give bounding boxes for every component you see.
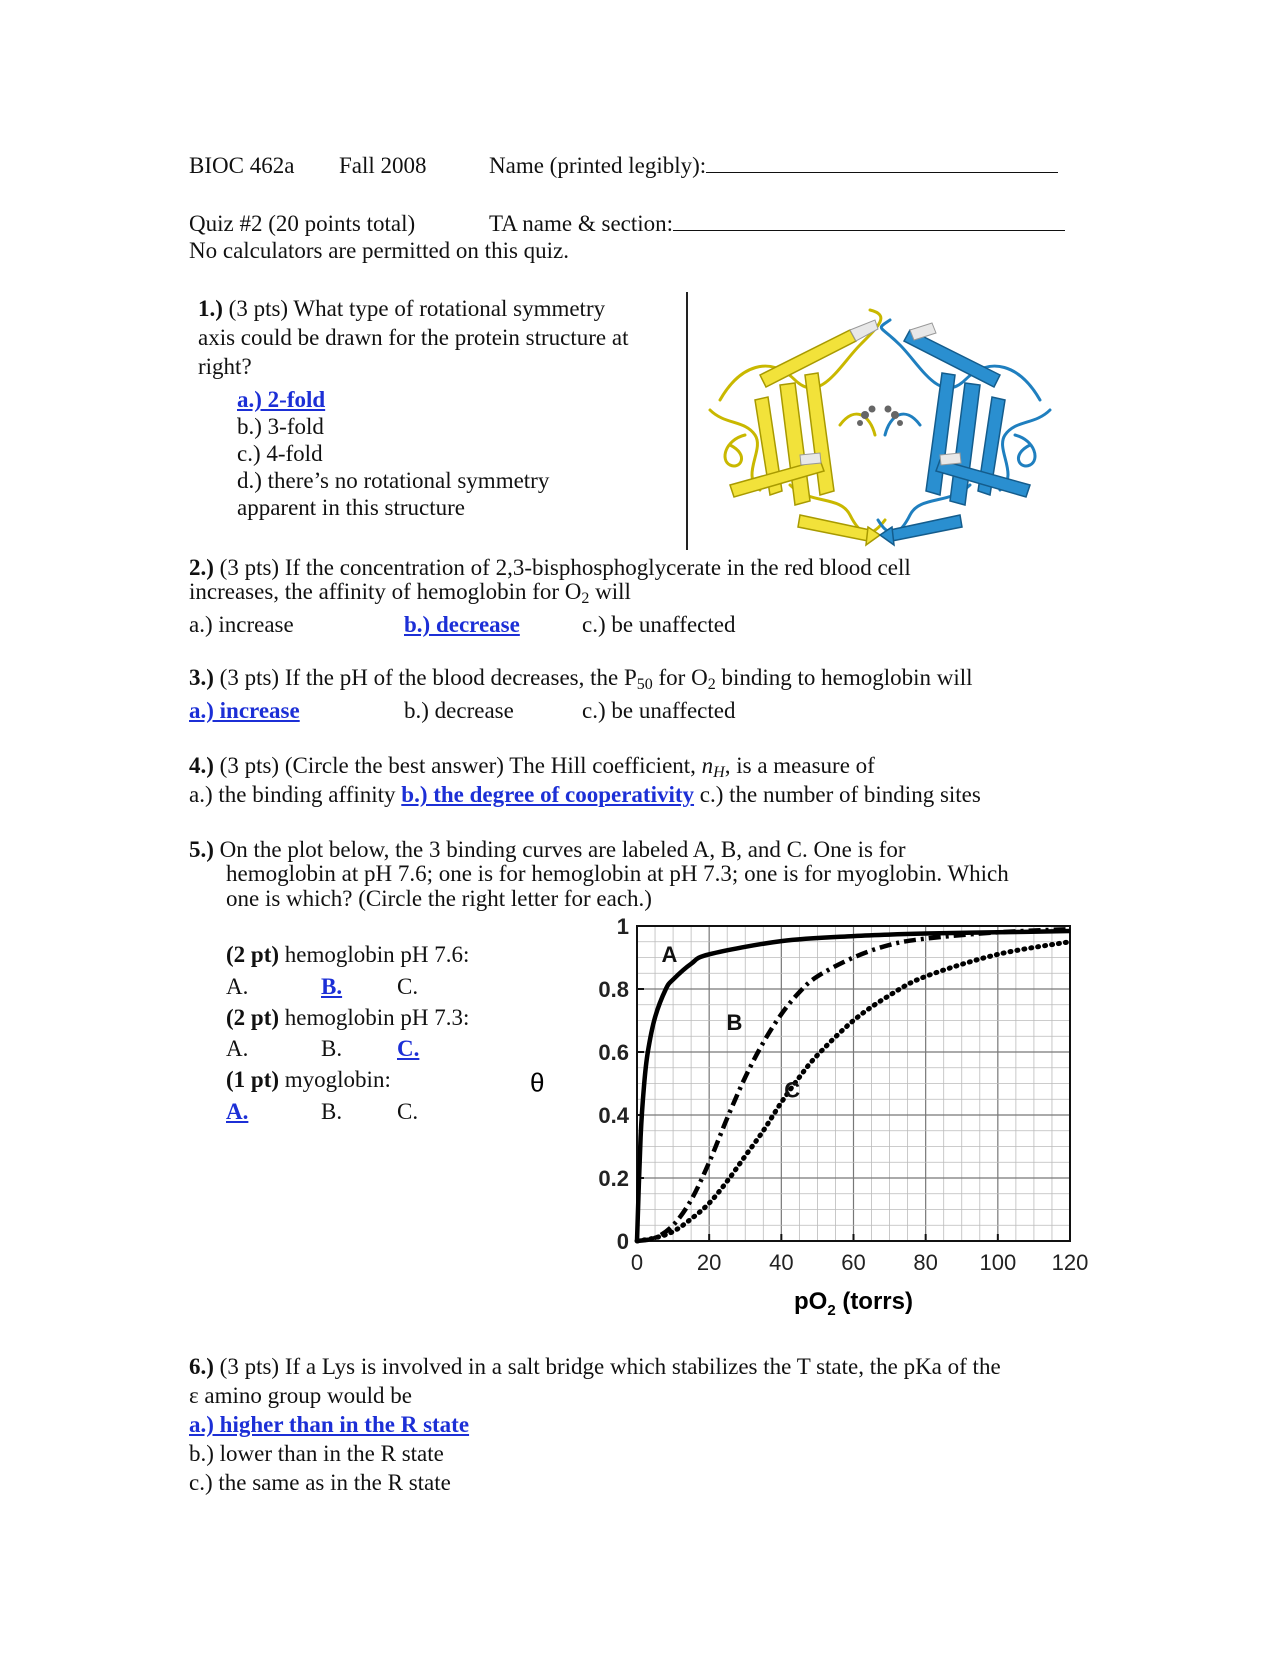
x-tick-label: 0 (630, 1250, 644, 1275)
quiz-title: Quiz #2 (20 points total) (189, 211, 416, 236)
q2-sub: 2 (581, 590, 590, 607)
ta-field[interactable] (489, 210, 1065, 237)
q3-text-b: for O (652, 665, 708, 690)
q6-text: (3 pts) If a Lys is involved in a salt bridge which stabilizes the T state, the pKa of the (213, 1354, 1001, 1379)
q6-line2: ε amino group would be (189, 1383, 413, 1408)
y-tick-label: 0.2 (598, 1166, 629, 1191)
q5-item-pts: (1 pt) (226, 1067, 280, 1092)
q1-line3: right? (198, 354, 252, 379)
q6-line1 (189, 1353, 1001, 1380)
x-tick-label: 20 (696, 1250, 722, 1275)
q5-line3: one is which? (Circle the right letter for each.) (226, 886, 652, 911)
name-blank[interactable] (706, 152, 1058, 173)
q5-text: On the plot below, the 3 binding curves are labeled A, B, and C. One is for (213, 837, 906, 862)
q1-option-a[interactable]: a.) 2-fold (237, 387, 326, 412)
q5-choice-b[interactable]: B. (321, 974, 343, 999)
q1-option-c[interactable]: c.) 4-fold (237, 441, 323, 466)
ta-blank[interactable] (673, 210, 1065, 231)
q3-text-c: binding to hemoglobin will (715, 665, 973, 690)
binding-curve-chart (520, 900, 1089, 1320)
q3-option-b[interactable]: b.) decrease (404, 698, 514, 723)
q5-line2: hemoglobin at pH 7.6; one is for hemoglobin at pH 7.3; one is for myoglobin. Which (226, 861, 1009, 886)
q6-option-a[interactable]: a.) higher than in the R state (189, 1412, 470, 1437)
q2-text-2a: increases, the affinity of hemoglobin for O (189, 579, 582, 604)
q1-option-d-cont: apparent in this structure (237, 495, 466, 520)
axis-ticks (598, 914, 1088, 1275)
name-label: Name (printed legibly): (489, 153, 707, 178)
term: Fall 2008 (339, 153, 427, 178)
q5-item-label: myoglobin: (279, 1067, 391, 1092)
q3-option-c[interactable]: c.) be unaffected (582, 698, 736, 723)
q1-option-b[interactable]: b.) 3-fold (237, 414, 324, 439)
quiz-note: No calculators are permitted on this quiz. (189, 238, 570, 263)
q5-item-label: hemoglobin pH 7.3: (279, 1005, 470, 1030)
q5-item-pts: (2 pt) (226, 942, 280, 967)
q4-var: n (701, 753, 714, 778)
curve-label-c: C (784, 1077, 801, 1103)
y-axis-label: θ (530, 1067, 545, 1098)
q2-text: (3 pts) If the concentration of 2,3-bisphosphoglycerate in the red blood cell (213, 555, 911, 580)
q5-choice-c[interactable]: C. (397, 974, 419, 999)
q2-line2 (189, 578, 631, 612)
chart-labels (662, 942, 801, 1102)
q5-choice-a[interactable]: A. (226, 974, 249, 999)
protein-structure-image (700, 305, 1060, 550)
y-tick-label: 0.6 (598, 1040, 629, 1065)
q4-option-c[interactable]: c.) the number of binding sites (694, 782, 981, 807)
q4-text-b: , is a measure of (724, 753, 875, 778)
q4-option-a[interactable]: a.) the binding affinity (189, 782, 402, 807)
q3-line1 (189, 664, 973, 698)
y-tick-label: 0.4 (598, 1103, 629, 1128)
q5-item-hb76 (226, 941, 469, 968)
divider-line (686, 292, 688, 550)
q2-number: 2.) (189, 555, 214, 580)
q2-option-a[interactable]: a.) increase (189, 612, 294, 637)
q5-choice-b[interactable]: B. (321, 1099, 343, 1124)
q2-line1 (189, 554, 911, 581)
q2-text-2b: will (589, 579, 631, 604)
x-tick-label: 100 (979, 1250, 1017, 1275)
x-tick-label: 80 (913, 1250, 938, 1275)
x-tick-label: 40 (769, 1250, 794, 1275)
q3-sub2: 2 (707, 676, 716, 693)
q4-options (189, 781, 981, 808)
q4-number: 4.) (189, 753, 214, 778)
q5-choice-c[interactable]: C. (397, 1099, 419, 1124)
q5-choice-a[interactable]: A. (226, 1099, 249, 1124)
chart-grid (637, 926, 1070, 1241)
q6-option-b[interactable]: b.) lower than in the R state (189, 1441, 444, 1466)
y-tick-label: 0.8 (598, 977, 629, 1002)
curve-label-a: A (661, 942, 678, 968)
q3-sub1: 50 (636, 676, 653, 693)
q2-option-b[interactable]: b.) decrease (404, 612, 520, 637)
ta-label: TA name & section: (489, 211, 674, 236)
q4-text-a: (3 pts) (Circle the best answer) The Hill coefficient, (213, 753, 702, 778)
q4-option-b[interactable]: b.) the degree of cooperativity (401, 782, 695, 807)
q3-number: 3.) (189, 665, 214, 690)
q5-choice-b[interactable]: B. (321, 1036, 343, 1061)
q5-line1 (189, 836, 905, 863)
curve-label-b: B (726, 1009, 743, 1035)
q4-varsub: H (713, 764, 725, 781)
x-axis-label: $pO_2$ (torrs) (793, 1288, 914, 1319)
x-tick-label: 120 (1051, 1250, 1089, 1275)
q1-text: (3 pts) What type of rotational symmetry (228, 296, 606, 321)
q3-option-a[interactable]: a.) increase (189, 698, 300, 723)
q6-number: 6.) (189, 1354, 214, 1379)
q5-item-label: hemoglobin pH 7.6: (279, 942, 470, 967)
q1-line2: axis could be drawn for the protein structure at (198, 325, 629, 350)
course-code: BIOC 462a (189, 153, 295, 178)
y-tick-label: 0 (616, 1229, 629, 1254)
q5-item-mb (226, 1066, 391, 1093)
x-tick-label: 60 (841, 1250, 866, 1275)
q5-choice-c[interactable]: C. (397, 1036, 420, 1061)
q1-number: 1.) (198, 296, 223, 321)
q6-option-c[interactable]: c.) the same as in the R state (189, 1470, 451, 1495)
q5-choice-a[interactable]: A. (226, 1036, 249, 1061)
q2-option-c[interactable]: c.) be unaffected (582, 612, 736, 637)
q1-option-d[interactable]: d.) there’s no rotational symmetry (237, 468, 550, 493)
q1-line1 (198, 295, 605, 322)
q5-item-pts: (2 pt) (226, 1005, 280, 1030)
y-tick-label: 1 (616, 914, 629, 939)
name-field[interactable] (489, 152, 1058, 179)
q5-number: 5.) (189, 837, 214, 862)
q5-item-hb73 (226, 1004, 469, 1031)
q3-text-a: (3 pts) If the pH of the blood decreases, the P (213, 665, 637, 690)
